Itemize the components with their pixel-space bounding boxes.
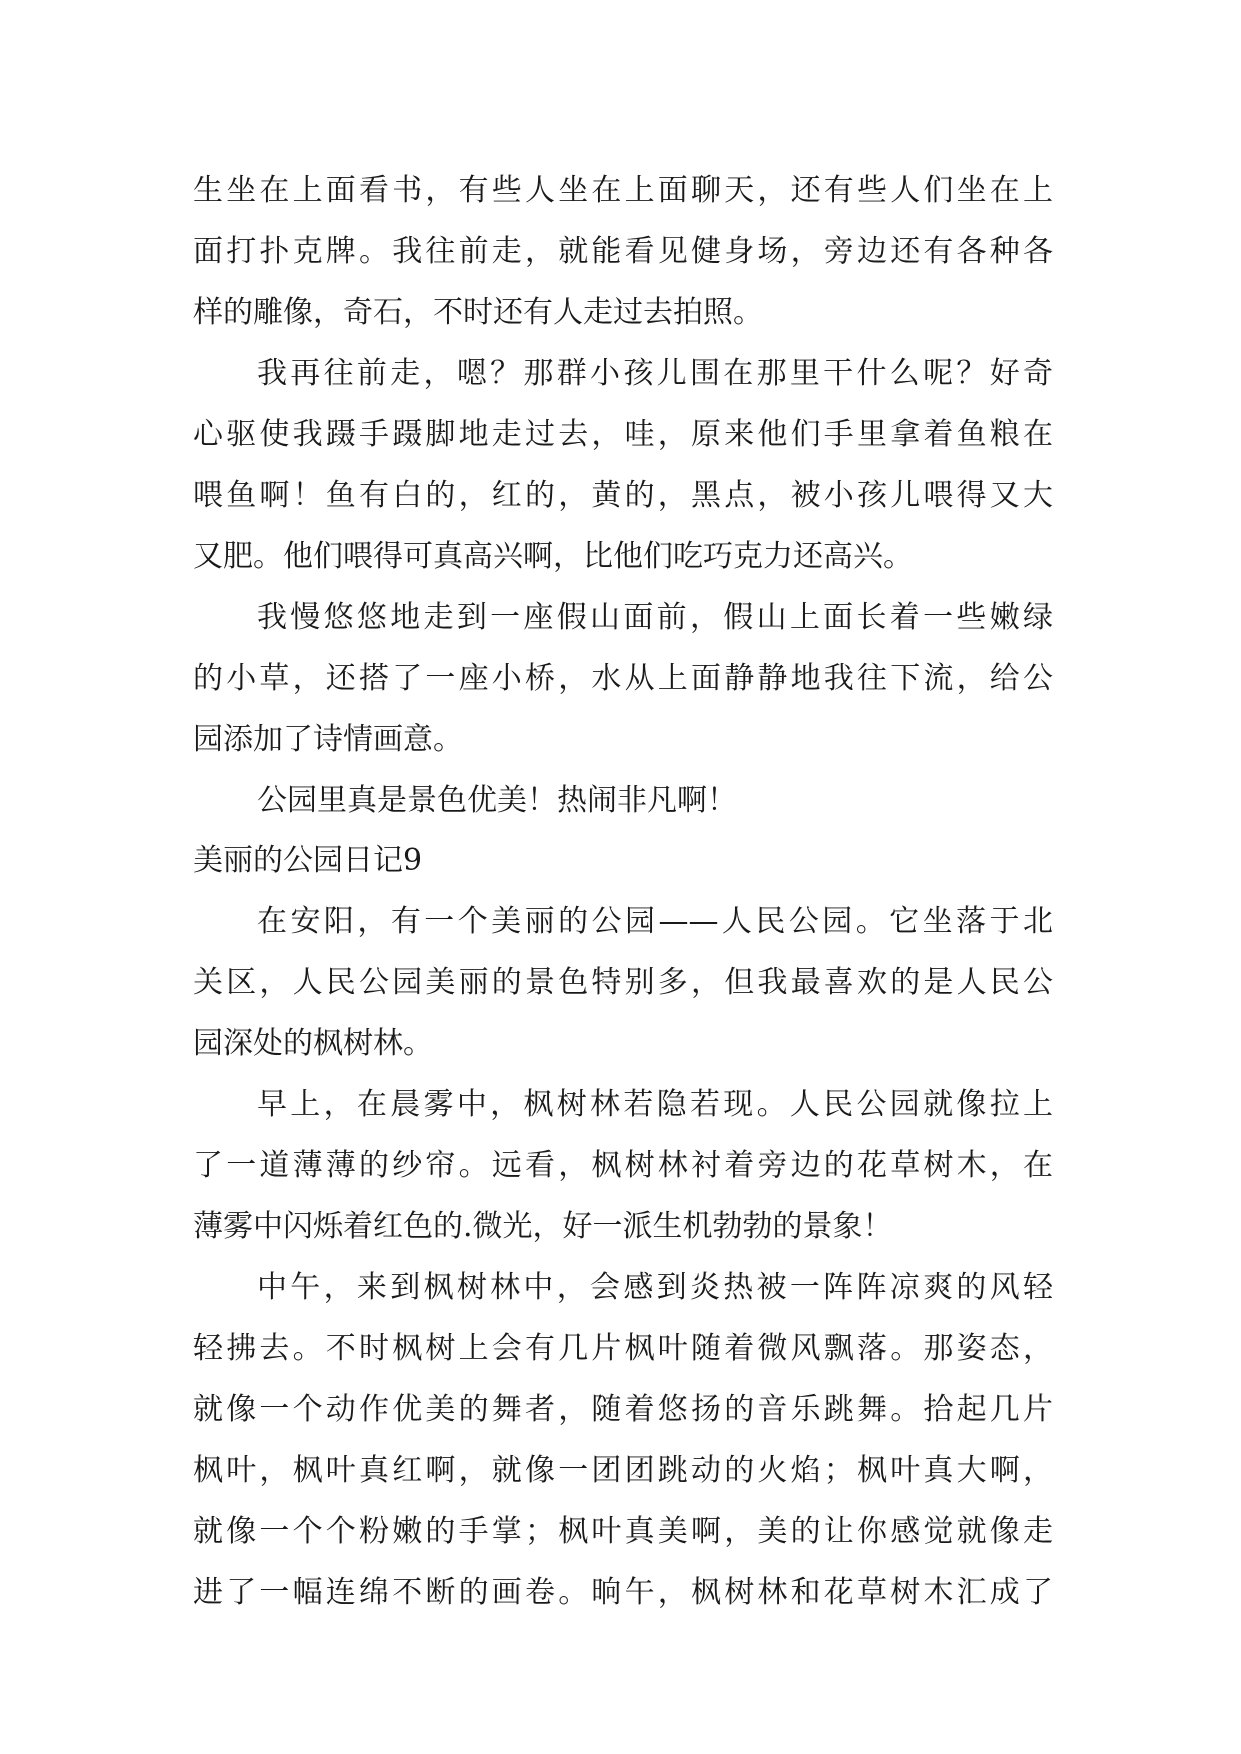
text-line: 又肥。他们喂得可真高兴啊，比他们吃巧克力还高兴。 [193,539,913,574]
text-line: 就像一个动作优美的舞者，随着悠扬的音乐跳舞。拾起几片 [193,1392,1053,1427]
text-line: 园添加了诗情画意。 [193,722,463,757]
text-line: 进了一幅连绵不断的画卷。晌午，枫树林和花草树木汇成了 [193,1575,1053,1610]
text-line: 园深处的枫树林。 [193,1026,433,1061]
document-body [193,160,1053,1623]
text-line: 面打扑克牌。我往前走，就能看见健身场，旁边还有各种各 [193,234,1053,269]
text-line: 公园里真是景色优美！热闹非凡啊！ [257,783,737,818]
text-line: 我再往前走，嗯？那群小孩儿围在那里干什么呢？好奇 [257,356,1053,391]
text-line: 薄雾中闪烁着红色的.微光，好一派生机勃勃的景象！ [193,1209,893,1244]
text-line: 关区，人民公园美丽的景色特别多，但我最喜欢的是人民公 [193,965,1053,1000]
text-line: 的小草，还搭了一座小桥，水从上面静静地我往下流，给公 [193,661,1053,696]
section-heading: 美丽的公园日记9 [193,843,423,878]
text-line: 早上，在晨雾中，枫树林若隐若现。人民公园就像拉上 [257,1087,1053,1122]
text-line: 在安阳，有一个美丽的公园——人民公园。它坐落于北 [257,904,1053,939]
text-line: 喂鱼啊！鱼有白的，红的，黄的，黑点，被小孩儿喂得又大 [193,478,1053,513]
text-line: 枫叶，枫叶真红啊，就像一团团跳动的火焰；枫叶真大啊， [193,1453,1053,1488]
text-line: 就像一个个粉嫩的手掌；枫叶真美啊，美的让你感觉就像走 [193,1514,1053,1549]
text-line: 轻拂去。不时枫树上会有几片枫叶随着微风飘落。那姿态， [193,1331,1053,1366]
text-line: 了一道薄薄的纱帘。远看，枫树林衬着旁边的花草树木，在 [193,1148,1053,1183]
text-line: 心驱使我蹑手蹑脚地走过去，哇，原来他们手里拿着鱼粮在 [193,417,1053,452]
text-line: 生坐在上面看书，有些人坐在上面聊天，还有些人们坐在上 [193,173,1053,208]
text-line: 中午，来到枫树林中，会感到炎热被一阵阵凉爽的风轻 [257,1270,1053,1305]
text-line: 我慢悠悠地走到一座假山面前，假山上面长着一些嫩绿 [257,600,1053,635]
text-line: 样的雕像，奇石，不时还有人走过去拍照。 [193,295,763,330]
